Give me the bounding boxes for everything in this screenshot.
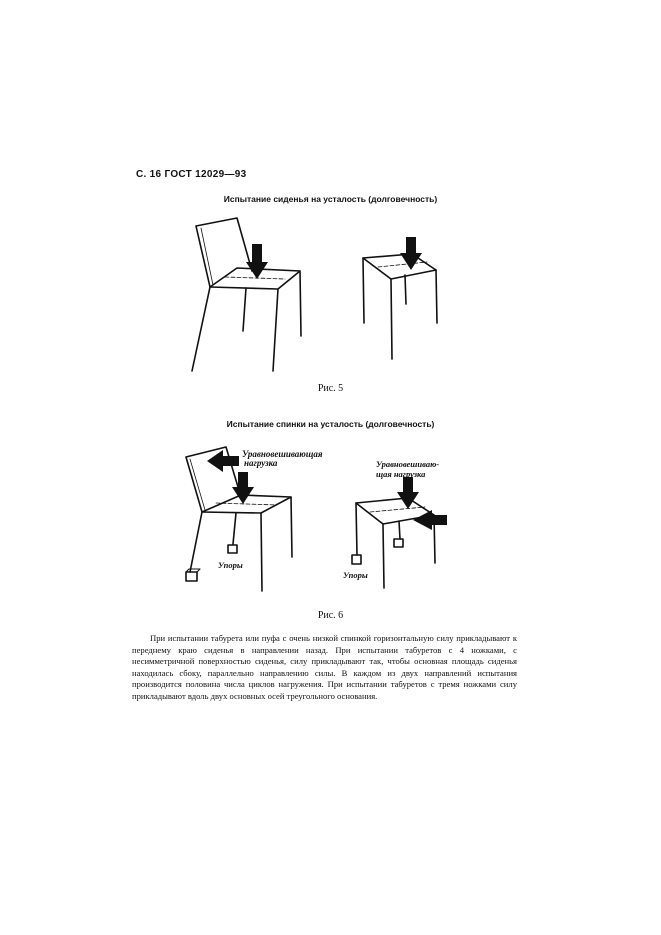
load-arrow-fig6-back [207, 450, 239, 472]
chair-fig5 [192, 218, 301, 371]
figure-6-caption: Рис. 6 [317, 610, 344, 621]
figure-6-title: Испытание спинки на усталость (долговечность) [226, 419, 435, 429]
label-load-left-2: нагрузка [244, 458, 278, 468]
load-arrow-fig6-side [413, 510, 447, 530]
load-arrow-fig6-stool [397, 477, 419, 509]
figure-5-title: Испытание сиденья на усталость (долговечность) [223, 194, 438, 204]
load-arrow-fig5-stool [400, 237, 422, 270]
figure-5-caption: Рис. 5 [317, 383, 344, 394]
label-load-left-1: Уравновешивающая [242, 449, 323, 459]
label-load-right-2: щая нагрузка [376, 469, 426, 479]
page-header: С. 16 ГОСТ 12029—93 [136, 169, 247, 180]
label-load-right-1: Уравновешиваю- [376, 459, 440, 469]
stool-fig5 [363, 254, 437, 359]
label-stops-left: Упоры [218, 560, 243, 570]
label-stops-right: Упоры [343, 570, 368, 580]
body-paragraph: При испытании табурета или пуфа с очень низкой спинкой горизонтальную силу прикладывают к переднему краю сиденья в направлении назад. При испытании табуретов с 4 ножками, с несимметричной поверхностью сиденья, силу прикладывают так, чтобы основная площадь сиденья находилась сбоку, параллельно направлению силы. В каждом из двух направлений испытания производится половина числа циклов нагружения. При испытании табуретов с тремя ножками силу прикладывают вдоль двух основных осей треугольного основания. [132, 633, 517, 701]
